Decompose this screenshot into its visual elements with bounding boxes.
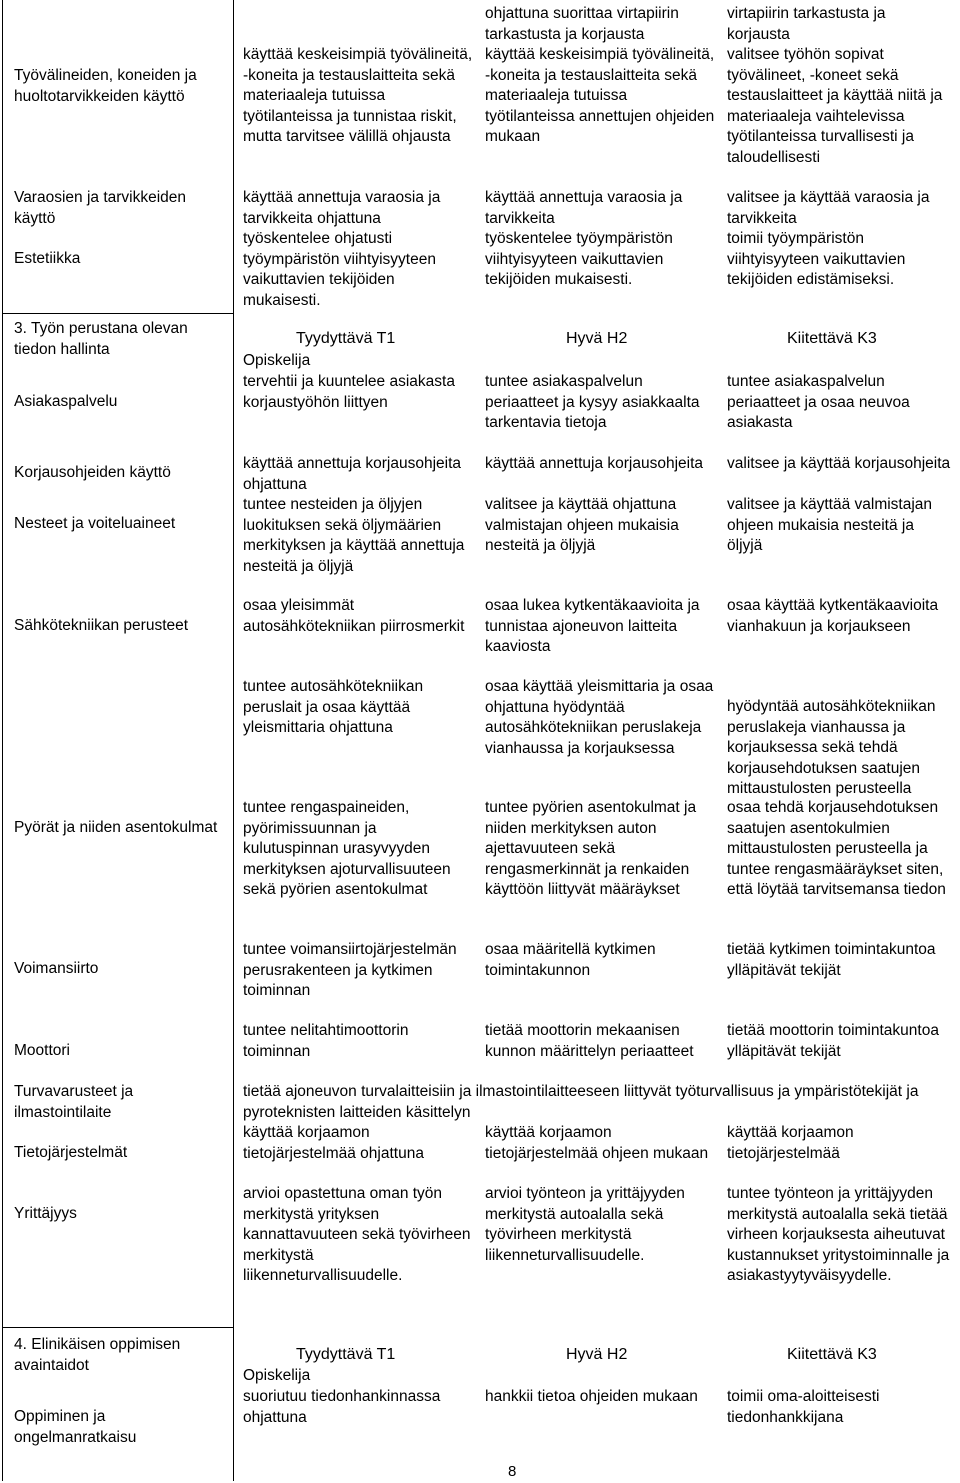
h2-virtapiiri: ohjattuna suorittaa virtapiirin tarkastusta ja korjausta [485, 5, 679, 43]
t1-tietojarjestelmat: käyttää korjaamon tietojärjestelmää ohjattuna [243, 1124, 424, 1162]
t1-yrittajyys: arvioi opastettuna oman työn merkitystä yrityksen kannattavuuteen sekä työvirheen merkitystä liikenneturvallisuudelle. [243, 1185, 471, 1284]
section4-title: 4. Elinikäisen oppimisen avaintaidot [14, 1336, 181, 1374]
section3-top-border [2, 313, 233, 314]
label-tyovalineet: Työvälineiden, koneiden ja huoltotarvikkeiden käyttö [14, 67, 197, 105]
h2-sahko-yleismittari: osaa käyttää yleismittaria ja osaa ohjattuna hyödyntää autosähkötekniikan peruslakeja vianhaussa ja korjauksessa [485, 678, 714, 757]
h2-estetiikka: työskentelee työympäristön viihtyisyyteen vaikuttavien tekijöiden mukaisesti. [485, 230, 673, 288]
k3-pyorat: osaa tehdä korjausehdotuksen saatujen asentokulmien mittaustulosten perusteella ja tuntee rengasmääräykset siten, että löytää tarvitsemansa tiedon [727, 799, 946, 898]
table-border-col1 [233, 0, 234, 1481]
section4-opiskelija: Opiskelija [243, 1367, 311, 1384]
label-moottori: Moottori [14, 1042, 70, 1059]
h2-korjausohjeet: käyttää annettuja korjausohjeita [485, 455, 704, 472]
t1-pyorat: tuntee rengaspaineiden, pyörimissuunnan ja kulutuspinnan urasyvyyden merkityksen ajoturvallisuuteen sekä pyörien asentokulmat [243, 799, 451, 898]
label-voimansiirto: Voimansiirto [14, 960, 99, 977]
k3-yrittajyys: tuntee työnteon ja yrittäjyyden merkitystä autoalalla sekä tietää virheen korjauksesta aiheutuvat kustannukset yritystoiminnalle ja asiakastyytyväisyydelle. [727, 1185, 950, 1284]
label-varaosat: Varaosien ja tarvikkeiden käyttö [14, 189, 187, 227]
k3-moottori: tietää moottorin toimintakuntoa ylläpitävät tekijät [727, 1022, 939, 1060]
k3-sahko-peruslait: hyödyntää autosähkötekniikan peruslakeja vianhaussa ja korjauksessa sekä tehdä korjausehdotuksen saatujen mittaustulosten perusteella [727, 698, 936, 797]
h2-varaosat: käyttää annettuja varaosia ja tarvikkeita [485, 189, 683, 227]
table-border-left [2, 0, 3, 1481]
t1-varaosat: käyttää annettuja varaosia ja tarvikkeita ohjattuna [243, 189, 441, 227]
h2-tietojarjestelmat: käyttää korjaamon tietojärjestelmää ohjeen mukaan [485, 1124, 709, 1162]
label-turvavarusteet: Turvavarusteet ja ilmastointilaite [14, 1083, 134, 1121]
section3-opiskelija: Opiskelija [243, 352, 311, 369]
h2-asiakaspalvelu: tuntee asiakaspalvelun periaatteet ja kysyy asiakkaalta tarkentavia tietoja [485, 373, 700, 431]
k3-varaosat: valitsee ja käyttää varaosia ja tarvikkeita [727, 189, 930, 227]
t1-tyovalineet: käyttää keskeisimpiä työvälineitä, -koneita ja testauslaitteita sekä materiaaleja tutuissa työtilanteissa ja tunnistaa riskit, mutta tarvitsee välillä ohjausta [243, 46, 473, 145]
h2-nesteet: valitsee ja käyttää ohjattuna valmistajan ohjeen mukaisia nesteitä ja öljyjä [485, 496, 679, 554]
turva-all-levels: tietää ajoneuvon turvalaitteisiin ja ilmastointilaitteeseen liittyvät työturvallisuus ja ympäristötekijät ja pyroteknisten laitteiden käsittelyn [243, 1083, 919, 1121]
label-pyorat: Pyörät ja niiden asentokulmat [14, 819, 218, 836]
section3-header-k3: Kiitettävä K3 [787, 330, 877, 347]
t1-korjausohjeet: käyttää annettuja korjausohjeita ohjattuna [243, 455, 462, 493]
k3-nesteet: valitsee ja käyttää valmistajan ohjeen mukaisia nesteitä ja öljyjä [727, 496, 933, 554]
h2-sahko-kaaviot: osaa lukea kytkentäkaavioita ja tunnistaa ajoneuvon laitteita kaaviosta [485, 597, 700, 655]
t1-sahko-peruslait: tuntee autosähkötekniikan peruslait ja osaa käyttää yleismittaria ohjattuna [243, 678, 424, 736]
h2-yrittajyys: arvioi työnteon ja yrittäjyyden merkitystä autoalalla sekä työvirheen merkitystä liikenneturvallisuudelle. [485, 1185, 685, 1264]
t1-voimansiirto: tuntee voimansiirtojärjestelmän perusrakenteen ja kytkimen toiminnan [243, 941, 457, 999]
label-korjausohjeet: Korjausohjeiden käyttö [14, 464, 171, 481]
k3-tietojarjestelmat: käyttää korjaamon tietojärjestelmää [727, 1124, 854, 1162]
k3-voimansiirto: tietää kytkimen toimintakuntoa ylläpitävät tekijät [727, 941, 936, 979]
k3-virtapiiri: virtapiirin tarkastusta ja korjausta [727, 5, 886, 43]
t1-sahko-piirrosmerkit: osaa yleisimmät autosähkötekniikan piirrosmerkit [243, 597, 465, 635]
label-nesteet: Nesteet ja voiteluaineet [14, 515, 176, 532]
section3-header-t1: Tyydyttävä T1 [296, 330, 396, 347]
label-yrittajyys: Yrittäjyys [14, 1205, 77, 1222]
k3-korjausohjeet: valitsee ja käyttää korjausohjeita [727, 455, 951, 472]
t1-nesteet: tuntee nesteiden ja öljyjen luokituksen sekä öljymäärien merkityksen ja käyttää annettuja nesteitä ja öljyjä [243, 496, 465, 575]
h2-voimansiirto: osaa määritellä kytkimen toimintakunnon [485, 941, 656, 979]
label-asiakaspalvelu: Asiakaspalvelu [14, 393, 118, 410]
h2-pyorat: tuntee pyörien asentokulmat ja niiden merkityksen auton ajettavuuteen sekä rengasmerkinnät ja renkaiden käyttöön liittyvät määräykset [485, 799, 697, 898]
t1-oppiminen: suoriutuu tiedonhankinnassa ohjattuna [243, 1388, 441, 1426]
h2-tyovalineet: käyttää keskeisimpiä työvälineitä, -koneita ja testauslaitteita sekä materiaaleja tutuissa työtilanteissa annettujen ohjeiden mukaan [485, 46, 715, 145]
section4-header-k3: Kiitettävä K3 [787, 1346, 877, 1363]
k3-tyovalineet: valitsee työhön sopivat työvälineet, -koneet sekä testauslaitteet ja käyttää niitä ja materiaaleja vaihtelevissa työtilanteissa turvallisesti ja taloudellisesti [727, 46, 943, 166]
section3-header-h2: Hyvä H2 [566, 330, 628, 347]
label-oppiminen: Oppiminen ja ongelmanratkaisu [14, 1408, 137, 1446]
k3-asiakaspalvelu: tuntee asiakaspalvelun periaatteet ja osaa neuvoa asiakasta [727, 373, 910, 431]
section4-header-h2: Hyvä H2 [566, 1346, 628, 1363]
label-tietojarjestelmat: Tietojärjestelmät [14, 1144, 128, 1161]
section4-header-t1: Tyydyttävä T1 [296, 1346, 396, 1363]
h2-oppiminen: hankkii tietoa ohjeiden mukaan [485, 1388, 698, 1405]
k3-estetiikka: toimii työympäristön viihtyisyyteen vaikuttavien tekijöiden edistämiseksi. [727, 230, 906, 288]
t1-asiakaspalvelu: tervehtii ja kuuntelee asiakasta korjaustyöhön liittyen [243, 373, 455, 411]
t1-estetiikka: työskentelee ohjatusti työympäristön viihtyisyyteen vaikuttavien tekijöiden mukaisesti. [243, 230, 436, 309]
page-number: 8 [508, 1463, 517, 1480]
h2-moottori: tietää moottorin mekaanisen kunnon määrittelyn periaatteet [485, 1022, 694, 1060]
t1-moottori: tuntee nelitahtimoottorin toiminnan [243, 1022, 409, 1060]
section3-title: 3. Työn perustana olevan tiedon hallinta [14, 320, 188, 358]
label-sahko: Sähkötekniikan perusteet [14, 617, 189, 634]
k3-sahko-kaaviot: osaa käyttää kytkentäkaavioita vianhakuun ja korjaukseen [727, 597, 939, 635]
label-estetiikka: Estetiikka [14, 250, 81, 267]
k3-oppiminen: toimii oma-aloitteisesti tiedonhankkijana [727, 1388, 880, 1426]
section4-top-border [2, 1327, 233, 1328]
